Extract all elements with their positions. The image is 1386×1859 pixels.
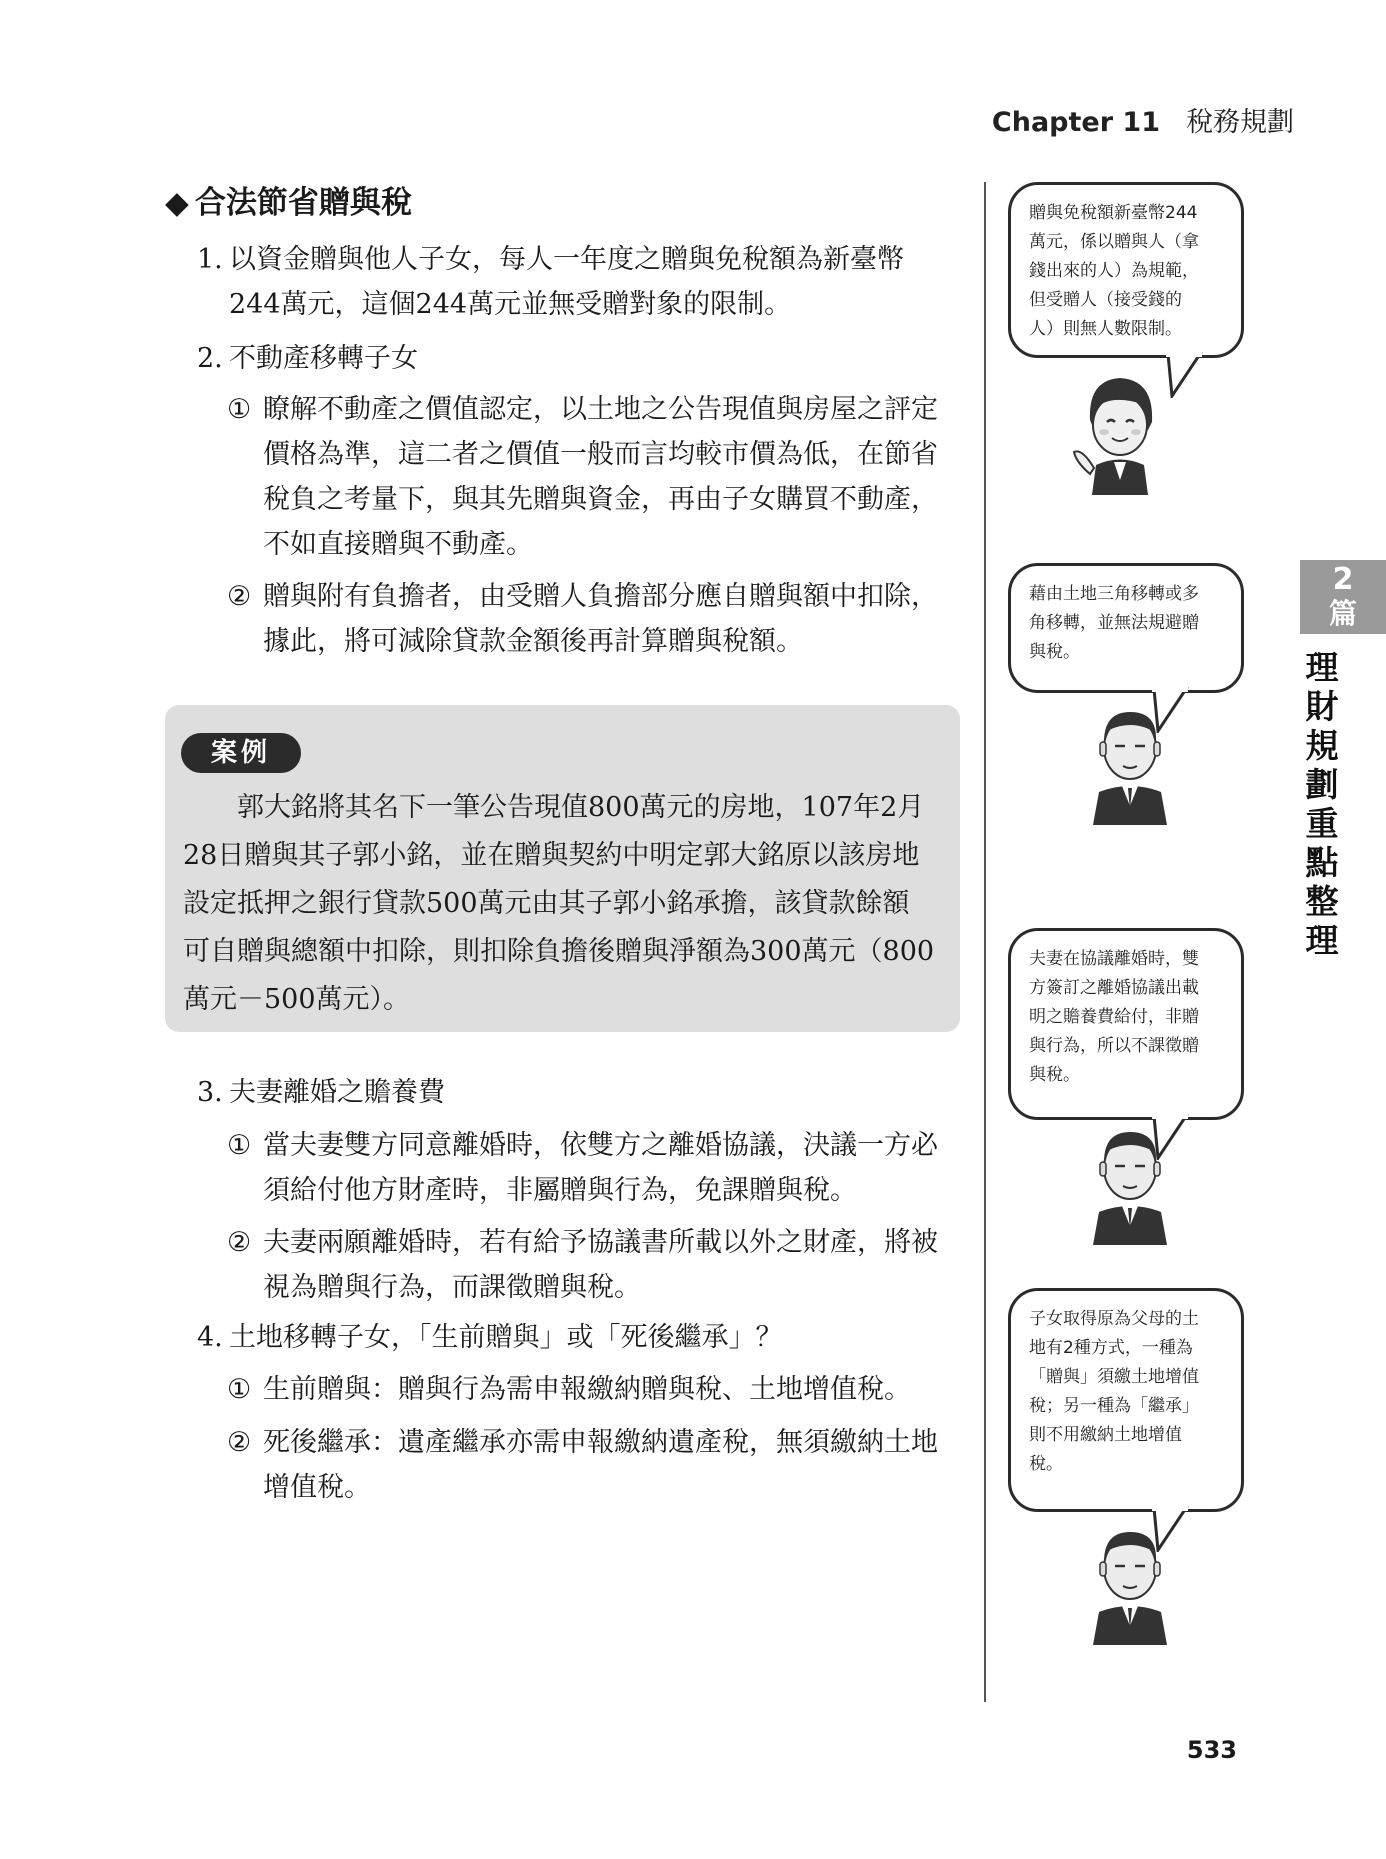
part-title-vertical (1302, 648, 1342, 960)
part-title-char: 劃 (1305, 765, 1339, 804)
woman-character-icon (1070, 370, 1170, 495)
sub-item-text: 據此，將可減除貸款金額後再計算贈與稅額。 (263, 626, 803, 657)
bubble-line: 人）則無人數限制。 (1029, 319, 1182, 339)
item-number: 4. (197, 1322, 223, 1353)
part-title-char: 規 (1305, 726, 1339, 765)
bubble-line: 稅；另一種為「繼承」 (1029, 1396, 1199, 1416)
man-character-icon (1085, 1520, 1175, 1645)
part-title-char: 點 (1305, 843, 1339, 882)
bubble-line: 明之贍養費給付，非贈 (1029, 1007, 1199, 1027)
speech-bubble-3 (1008, 928, 1244, 1120)
speech-bubble-1 (1008, 182, 1244, 358)
sub-item-3-1 (227, 1123, 938, 1213)
bubble-line: 藉由土地三角移轉或多 (1029, 584, 1199, 604)
man-character-icon (1085, 700, 1175, 825)
sidebar-divider (984, 182, 986, 1702)
part-title-char: 重 (1305, 804, 1339, 843)
bubble-line: 贈與免稅額新臺幣244 (1029, 203, 1198, 223)
bubble-line: 角移轉，並無法規避贈 (1029, 613, 1199, 633)
case-text (183, 784, 934, 1024)
diamond-icon: ◆ (165, 185, 189, 221)
item-number: 1. (197, 244, 223, 275)
sub-item-2-1 (227, 387, 938, 567)
bubble-line: 地有2種方式，一種為 (1029, 1338, 1193, 1358)
list-item-4 (197, 1315, 783, 1360)
case-line: 28日贈與其子郭小銘，並在贈與契約中明定郭大銘原以該房地 (183, 840, 920, 871)
list-item-2 (197, 336, 418, 381)
part-title-char: 理 (1305, 648, 1339, 687)
sub-item-text: 夫妻兩願離婚時，若有給予協議書所載以外之財產，將被 (263, 1227, 938, 1258)
bubble-line: 夫妻在協議離婚時，雙 (1029, 949, 1199, 969)
man-character-icon (1085, 1120, 1175, 1245)
circled-number: ① (227, 1374, 252, 1405)
bubble-line: 與稅。 (1029, 642, 1080, 662)
bubble-line: 但受贈人（接受錢的 (1029, 290, 1182, 310)
running-header (992, 100, 1294, 139)
circled-number: ② (227, 1427, 252, 1458)
item-text: 以資金贈與他人子女，每人一年度之贈與免稅額為新臺幣 (229, 244, 904, 275)
part-number: 2 (1332, 562, 1354, 597)
bubble-line: 萬元，係以贈與人（拿 (1029, 232, 1199, 252)
part-title-char: 財 (1305, 687, 1339, 726)
sub-item-4-1 (227, 1367, 911, 1412)
circled-number: ② (227, 1227, 252, 1258)
sub-item-text: 瞭解不動產之價值認定，以土地之公告現值與房屋之評定 (263, 394, 938, 425)
part-label: 篇 (1328, 597, 1357, 630)
sub-item-3-2 (227, 1220, 938, 1310)
list-item-3 (197, 1070, 445, 1115)
bubble-line: 與稅。 (1029, 1065, 1080, 1085)
speech-bubble-4 (1008, 1288, 1244, 1512)
item-number: 2. (197, 343, 223, 374)
sub-item-text: 稅負之考量下，與其先贈與資金，再由子女購買不動產， (263, 484, 938, 515)
sub-item-2-2 (227, 574, 938, 664)
case-line: 可自贈與總額中扣除，則扣除負擔後贈與淨額為300萬元（800 (183, 936, 935, 967)
item-text: 土地移轉子女，「生前贈與」或「死後繼承」？ (229, 1322, 783, 1353)
chapter-title: 稅務規劃 (1186, 107, 1294, 138)
bubble-line: 方簽訂之離婚協議出載 (1029, 978, 1199, 998)
bubble-line: 錢出來的人）為規範， (1029, 261, 1199, 281)
item-text: 不動產移轉子女 (229, 343, 418, 374)
section-title-text: 合法節省贈與稅 (194, 185, 412, 221)
sub-item-text: 贈與附有負擔者，由受贈人負擔部分應自贈與額中扣除， (263, 581, 938, 612)
chapter-label: Chapter 11 (991, 107, 1160, 138)
bubble-line: 與行為，所以不課徵贈 (1029, 1036, 1199, 1056)
case-label: 案例 (181, 733, 301, 773)
bubble-tail-icon (1164, 352, 1204, 398)
bubble-line: 稅。 (1029, 1454, 1063, 1474)
circled-number: ① (227, 1130, 252, 1161)
bubble-line: 「贈與」須繳土地增值 (1029, 1367, 1199, 1387)
part-title-char: 理 (1305, 921, 1339, 960)
sub-item-text: 須給付他方財產時，非屬贈與行為，免課贈與稅。 (263, 1175, 857, 1206)
circled-number: ① (227, 394, 252, 425)
sub-item-4-2 (227, 1420, 938, 1510)
circled-number: ② (227, 581, 252, 612)
sub-item-text: 不如直接贈與不動產。 (263, 529, 533, 560)
sub-item-text: 價格為準，這二者之價值一般而言均較市價為低，在節省 (263, 439, 938, 470)
sub-item-text: 當夫妻雙方同意離婚時，依雙方之離婚協議，決議一方必 (263, 1130, 938, 1161)
item-number: 3. (197, 1077, 223, 1108)
sub-item-text: 生前贈與：贈與行為需申報繳納贈與稅、土地增值稅。 (263, 1374, 911, 1405)
item-text: 夫妻離婚之贍養費 (229, 1077, 445, 1108)
part-tab (1300, 560, 1386, 634)
case-line: 設定抵押之銀行貸款500萬元由其子郭小銘承擔，該貸款餘額 (183, 888, 910, 919)
bubble-line: 子女取得原為父母的土 (1029, 1309, 1199, 1329)
case-line: 萬元－500萬元）。 (183, 984, 411, 1015)
section-title (165, 177, 412, 222)
sub-item-text: 死後繼承：遺產繼承亦需申報繳納遺產稅，無須繳納土地 (263, 1427, 938, 1458)
list-item-1 (197, 237, 904, 327)
case-line: 郭大銘將其名下一筆公告現值800萬元的房地，107年2月 (183, 792, 925, 823)
bubble-line: 則不用繳納土地增值 (1029, 1425, 1182, 1445)
sub-item-text: 視為贈與行為，而課徵贈與稅。 (263, 1272, 641, 1303)
page-number: 533 (1186, 1736, 1237, 1764)
part-title-char: 整 (1305, 882, 1339, 921)
item-text: 244萬元，這個244萬元並無受贈對象的限制。 (229, 289, 792, 320)
sub-item-text: 增值稅。 (263, 1472, 371, 1503)
speech-bubble-2 (1008, 563, 1244, 693)
